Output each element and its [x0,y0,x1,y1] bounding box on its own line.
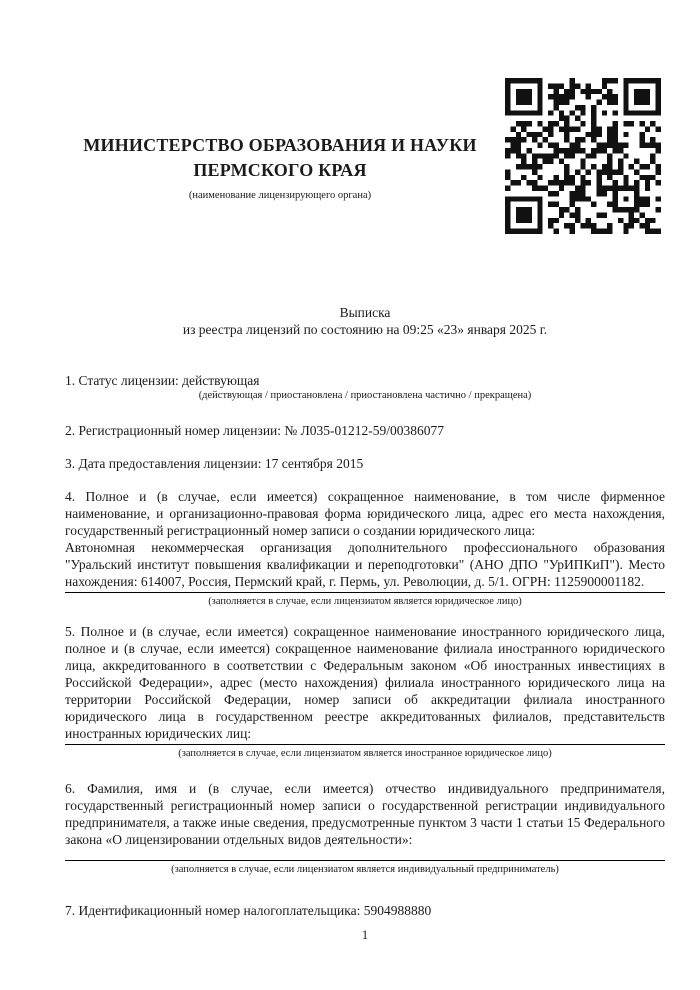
legal-entity-item [65,488,665,608]
page-number: 1 [361,928,369,942]
foreign-entity-item [65,623,665,760]
qr-code-icon [505,78,661,234]
foreign-entity-caption: (заполняется в случае, если лицензиатом является иностранное юридическое лицо) [178,748,552,759]
individual-entrepreneur-caption: (заполняется в случае, если лицензиатом является индивидуальный предприниматель) [171,864,559,875]
legal-entity-text: 4. Полное и (в случае, если имеется) сокращенное наименование, в том числе фирменное наименование, и организационно-правовая форма юридического лица, адрес его места нахождения, государственный регистрационный номер записи о создании юридического лица: [65,489,665,538]
legal-entity-value: Автономная некоммерческая организация дополнительного профессионального образования "Уральский институт повышения квалификации и переподготовки" (АНО ДПО "УрИПКиП"). Место нахождения: 614007, Россия, Пермский край, г. Пермь, ул. Революции, д. 5/1. ОГРН: 1125900001182. [65,540,665,589]
individual-entrepreneur-text: 6. Фамилия, имя и (в случае, если имеется) отчество индивидуального предпринимателя, государственный регистрационный номер записи о государственной регистрации индивидуального предпринимателя, а также иные сведения, предусмотренные пунктом 3 части 1 статьи 15 Федерального закона «О лицензировании отдельных видов деятельности»: [65,781,665,847]
document-title [65,304,665,338]
fill-line [65,744,665,745]
licensing-authority-header [60,133,500,201]
foreign-entity-text: 5. Полное и (в случае, если имеется) сокращенное наименование иностранного юридического лица, полное и (в случае, если имеется) сокращенное наименование филиала иностранного юридического лица, аккредитованного в соответствии с Федеральным законом «Об иностранных инвестициях в Российской Федерации», адрес (место нахождения) филиала иностранного юридического лица на территории Российской Федерации, номер записи об аккредитации филиала иностранного юридического лица в государственном реестре аккредитованных филиалов, представительств иностранных юридических лиц: [65,624,665,741]
ministry-name-line2: ПЕРМСКОГО КРАЯ [193,160,367,180]
license-status-item [65,372,665,402]
registration-number-item: 2. Регистрационный номер лицензии: № Л035-01212-59/00386077 [65,423,445,438]
license-status-text: 1. Статус лицензии: действующая [65,373,260,388]
grant-date-item: 3. Дата предоставления лицензии: 17 сентября 2015 [65,456,364,471]
ministry-name-line1: МИНИСТЕРСТВО ОБРАЗОВАНИЯ И НАУКИ [83,135,477,155]
document-title-line2: из реестра лицензий по состоянию на 09:25 «23» января 2025 г. [182,322,548,337]
fill-line [65,592,665,593]
document-body [65,372,665,919]
individual-entrepreneur-item [65,780,665,876]
legal-entity-caption: (заполняется в случае, если лицензиатом является юридическое лицо) [208,596,522,607]
ministry-caption: (наименование лицензирующего органа) [188,190,372,201]
document-title-line1: Выписка [339,305,391,320]
fill-line [65,860,665,861]
inn-item: 7. Идентификационный номер налогоплательщика: 5904988880 [65,903,432,918]
license-status-caption: (действующая / приостановлена / приостановлена частично / прекращена) [198,390,532,401]
